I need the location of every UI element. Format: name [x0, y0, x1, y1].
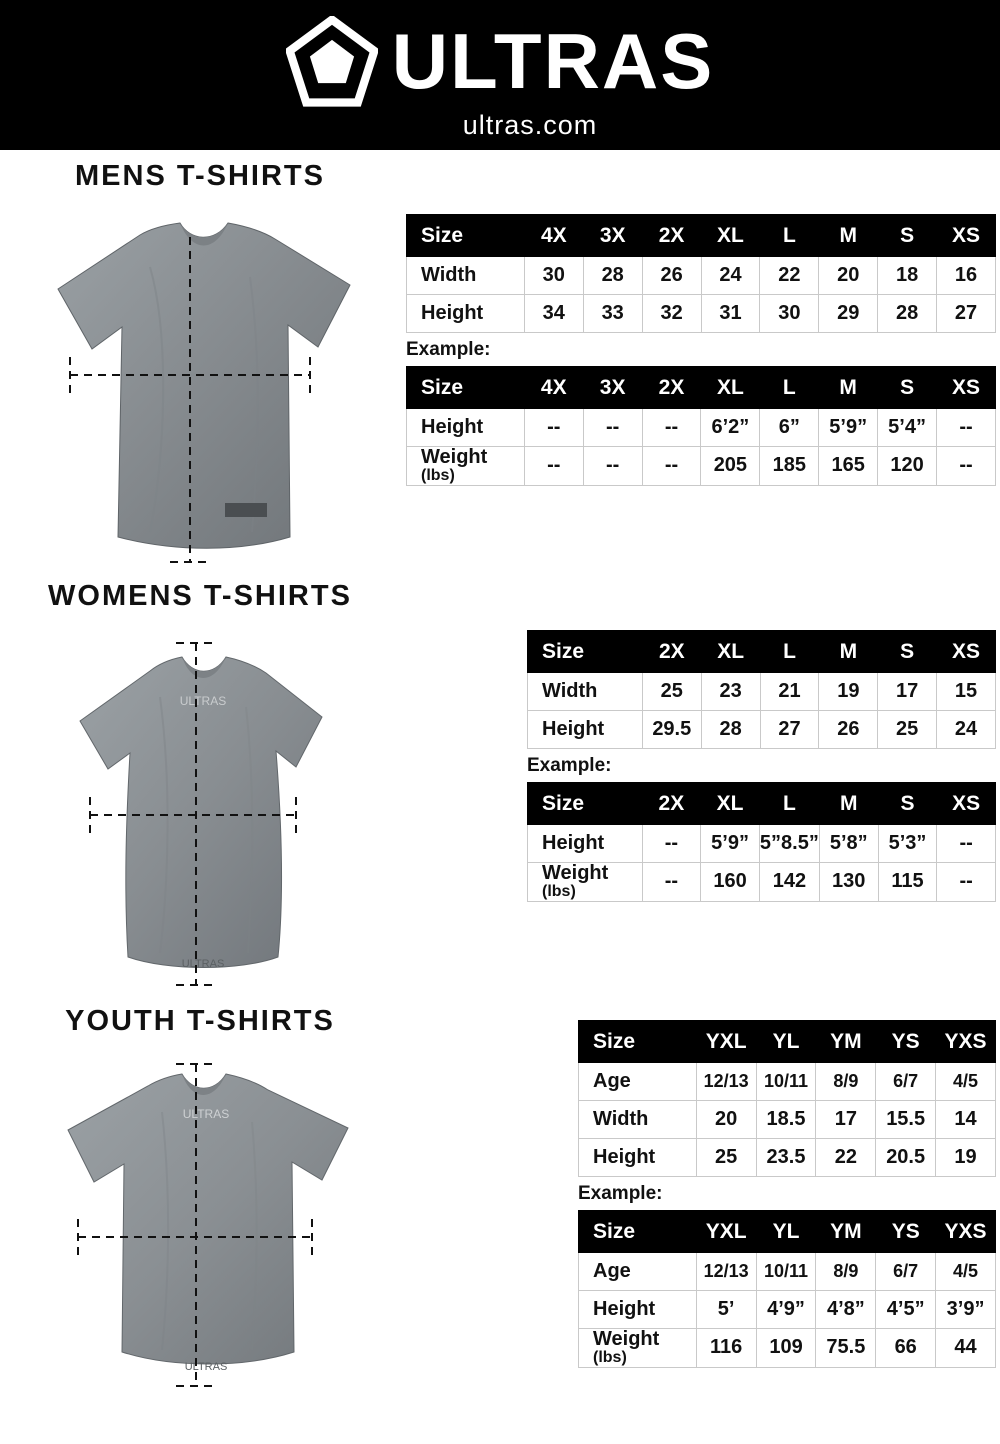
- mens-example-table: [406, 366, 996, 486]
- col-3x: 3X: [583, 215, 642, 257]
- womens-tshirt-photo: [0, 627, 400, 997]
- cell: 66: [876, 1329, 936, 1368]
- cell: --: [524, 447, 583, 486]
- brand-domain: ultras.com: [462, 109, 598, 140]
- row-label-height: Height: [579, 1291, 697, 1329]
- col-m: M: [819, 215, 878, 257]
- table-row: [579, 1291, 996, 1329]
- cell: 29: [819, 295, 878, 333]
- row-label-width: Width: [528, 673, 643, 711]
- cell: --: [583, 409, 642, 447]
- table-row: [579, 1139, 996, 1177]
- cell: 24: [937, 711, 996, 749]
- cell: 5’4”: [878, 409, 937, 447]
- row-label-weight: [528, 863, 643, 902]
- brand-header: [0, 0, 1000, 150]
- col-yl: YL: [756, 1211, 816, 1253]
- cell: 28: [583, 257, 642, 295]
- cell: 22: [760, 257, 819, 295]
- cell: 16: [937, 257, 996, 295]
- col-xl: XL: [701, 631, 760, 673]
- col-4x: 4X: [524, 367, 583, 409]
- cell: 20.5: [876, 1139, 936, 1177]
- cell: 19: [819, 673, 878, 711]
- col-xs: XS: [937, 783, 996, 825]
- youth-example-table: [578, 1210, 996, 1368]
- cell: 130: [819, 863, 878, 902]
- mens-measurement-table: [406, 214, 996, 333]
- cell: 28: [878, 295, 937, 333]
- cell: 31: [701, 295, 760, 333]
- table-header-row: [407, 215, 996, 257]
- cell: 27: [760, 711, 819, 749]
- cell: 23.5: [756, 1139, 816, 1177]
- pentagon-logo-icon: [286, 16, 378, 108]
- table-row: [528, 863, 996, 902]
- cell: 28: [701, 711, 760, 749]
- youth-tables: [578, 1020, 996, 1368]
- row-label-age: Age: [579, 1063, 697, 1101]
- cell: 15.5: [876, 1101, 936, 1139]
- table-row: [579, 1063, 996, 1101]
- cell: 4/5: [936, 1253, 996, 1291]
- row-label-height: Height: [407, 295, 525, 333]
- row-label-weight-unit: (lbs): [593, 1349, 627, 1366]
- col-yxl: YXL: [696, 1211, 756, 1253]
- cell: 23: [701, 673, 760, 711]
- col-2x: 2X: [642, 367, 701, 409]
- col-2x: 2X: [642, 631, 701, 673]
- table-row: [579, 1329, 996, 1368]
- cell: 4’5”: [876, 1291, 936, 1329]
- cell: 33: [583, 295, 642, 333]
- womens-section-graphic: [0, 580, 400, 997]
- cell: 6/7: [876, 1253, 936, 1291]
- cell: --: [937, 825, 996, 863]
- row-label-weight-text: Weight: [421, 446, 488, 468]
- cell: 25: [696, 1139, 756, 1177]
- table-header-row: [407, 367, 996, 409]
- col-size: Size: [528, 783, 643, 825]
- table-row: [528, 825, 996, 863]
- mens-section-title: MENS T-SHIRTS: [75, 160, 325, 192]
- cell: 5’9”: [819, 409, 878, 447]
- col-3x: 3X: [583, 367, 642, 409]
- cell: 6’2”: [701, 409, 760, 447]
- cell: 142: [759, 863, 819, 902]
- table-header-row: [579, 1021, 996, 1063]
- cell: 5”8.5”: [759, 825, 819, 863]
- col-xs: XS: [937, 367, 996, 409]
- col-size: Size: [579, 1021, 697, 1063]
- cell: --: [642, 447, 701, 486]
- brand-lockup: [286, 16, 715, 108]
- womens-measurement-table: [527, 630, 996, 749]
- cell: 5’8”: [819, 825, 878, 863]
- table-header-row: [528, 783, 996, 825]
- cell: 205: [701, 447, 760, 486]
- cell: 4’8”: [816, 1291, 876, 1329]
- col-m: M: [819, 631, 878, 673]
- table-row: [407, 409, 996, 447]
- svg-text:ULTRAS: ULTRAS: [182, 1107, 230, 1121]
- col-ym: YM: [816, 1021, 876, 1063]
- cell: 17: [816, 1101, 876, 1139]
- cell: 185: [760, 447, 819, 486]
- table-row: [579, 1253, 996, 1291]
- col-size: Size: [407, 367, 525, 409]
- col-m: M: [819, 783, 878, 825]
- col-xs: XS: [937, 215, 996, 257]
- cell: 109: [756, 1329, 816, 1368]
- cell: --: [524, 409, 583, 447]
- cell: 32: [642, 295, 701, 333]
- col-yxs: YXS: [936, 1021, 996, 1063]
- row-label-width: Width: [579, 1101, 697, 1139]
- col-xs: XS: [937, 631, 996, 673]
- col-xl: XL: [701, 215, 760, 257]
- col-2x: 2X: [642, 215, 701, 257]
- cell: 5’3”: [878, 825, 937, 863]
- col-l: L: [760, 215, 819, 257]
- table-row: [528, 711, 996, 749]
- col-ys: YS: [876, 1211, 936, 1253]
- col-s: S: [878, 631, 937, 673]
- cell: 27: [937, 295, 996, 333]
- cell: 10/11: [756, 1253, 816, 1291]
- mens-tables: [406, 214, 996, 486]
- cell: 12/13: [696, 1063, 756, 1101]
- col-4x: 4X: [524, 215, 583, 257]
- cell: 26: [819, 711, 878, 749]
- row-label-weight-text: Weight: [542, 862, 609, 884]
- cell: 30: [760, 295, 819, 333]
- svg-text:ULTRAS: ULTRAS: [181, 958, 225, 970]
- cell: --: [642, 825, 701, 863]
- cell: --: [937, 447, 996, 486]
- cell: 19: [936, 1139, 996, 1177]
- table-row: [528, 673, 996, 711]
- col-s: S: [878, 215, 937, 257]
- cell: --: [937, 409, 996, 447]
- row-label-weight: [407, 447, 525, 486]
- cell: 6/7: [876, 1063, 936, 1101]
- cell: 24: [701, 257, 760, 295]
- table-row: [407, 447, 996, 486]
- cell: 5’: [696, 1291, 756, 1329]
- col-ym: YM: [816, 1211, 876, 1253]
- cell: 15: [937, 673, 996, 711]
- cell: 25: [878, 711, 937, 749]
- womens-example-label: Example:: [527, 755, 612, 776]
- cell: 5’9”: [701, 825, 760, 863]
- mens-section-graphic: [0, 160, 400, 587]
- svg-text:ULTRAS: ULTRAS: [184, 1361, 228, 1373]
- youth-measurement-table: [578, 1020, 996, 1177]
- cell: 3’9”: [936, 1291, 996, 1329]
- cell: 25: [642, 673, 701, 711]
- cell: 18: [878, 257, 937, 295]
- cell: 18.5: [756, 1101, 816, 1139]
- cell: 29.5: [642, 711, 701, 749]
- cell: 30: [524, 257, 583, 295]
- cell: 20: [819, 257, 878, 295]
- cell: 21: [760, 673, 819, 711]
- cell: 22: [816, 1139, 876, 1177]
- cell: 12/13: [696, 1253, 756, 1291]
- row-label-height: Height: [528, 711, 643, 749]
- cell: 160: [701, 863, 760, 902]
- cell: 116: [696, 1329, 756, 1368]
- col-s: S: [878, 367, 937, 409]
- col-xl: XL: [701, 367, 760, 409]
- cell: --: [642, 409, 701, 447]
- cell: --: [583, 447, 642, 486]
- cell: 4/5: [936, 1063, 996, 1101]
- table-row: [407, 295, 996, 333]
- table-header-row: [528, 631, 996, 673]
- col-l: L: [760, 631, 819, 673]
- youth-tshirt-photo: [0, 1052, 400, 1402]
- cell: 44: [936, 1329, 996, 1368]
- mens-example-label: Example:: [406, 339, 491, 360]
- row-label-height: Height: [407, 409, 525, 447]
- youth-section-graphic: [0, 1005, 400, 1402]
- col-m: M: [819, 367, 878, 409]
- cell: 4’9”: [756, 1291, 816, 1329]
- row-label-weight-unit: (lbs): [421, 467, 455, 484]
- col-xl: XL: [701, 783, 760, 825]
- col-ys: YS: [876, 1021, 936, 1063]
- cell: 75.5: [816, 1329, 876, 1368]
- col-2x: 2X: [642, 783, 701, 825]
- row-label-weight: [579, 1329, 697, 1368]
- cell: 6”: [760, 409, 819, 447]
- col-s: S: [878, 783, 937, 825]
- youth-example-label: Example:: [578, 1183, 663, 1204]
- mens-tshirt-photo: [0, 207, 400, 587]
- row-label-weight-text: Weight: [593, 1328, 660, 1350]
- cell: 10/11: [756, 1063, 816, 1101]
- col-l: L: [760, 367, 819, 409]
- col-yl: YL: [756, 1021, 816, 1063]
- table-header-row: [579, 1211, 996, 1253]
- cell: 20: [696, 1101, 756, 1139]
- row-label-width: Width: [407, 257, 525, 295]
- cell: --: [937, 863, 996, 902]
- svg-text:ULTRAS: ULTRAS: [179, 694, 227, 708]
- row-label-height: Height: [579, 1139, 697, 1177]
- cell: 34: [524, 295, 583, 333]
- cell: 120: [878, 447, 937, 486]
- table-row: [407, 257, 996, 295]
- col-size: Size: [579, 1211, 697, 1253]
- col-size: Size: [407, 215, 525, 257]
- col-size: Size: [528, 631, 643, 673]
- womens-tables: [527, 630, 996, 902]
- cell: --: [642, 863, 701, 902]
- col-l: L: [759, 783, 819, 825]
- cell: 165: [819, 447, 878, 486]
- row-label-age: Age: [579, 1253, 697, 1291]
- brand-title: ULTRAS: [391, 17, 715, 106]
- row-label-weight-unit: (lbs): [542, 883, 576, 900]
- cell: 8/9: [816, 1253, 876, 1291]
- youth-section-title: YOUTH T-SHIRTS: [65, 1005, 335, 1037]
- table-row: [579, 1101, 996, 1139]
- cell: 115: [878, 863, 937, 902]
- col-yxs: YXS: [936, 1211, 996, 1253]
- cell: 8/9: [816, 1063, 876, 1101]
- womens-section-title: WOMENS T-SHIRTS: [48, 580, 352, 612]
- cell: 26: [642, 257, 701, 295]
- cell: 14: [936, 1101, 996, 1139]
- col-yxl: YXL: [696, 1021, 756, 1063]
- row-label-height: Height: [528, 825, 643, 863]
- cell: 17: [878, 673, 937, 711]
- womens-example-table: [527, 782, 996, 902]
